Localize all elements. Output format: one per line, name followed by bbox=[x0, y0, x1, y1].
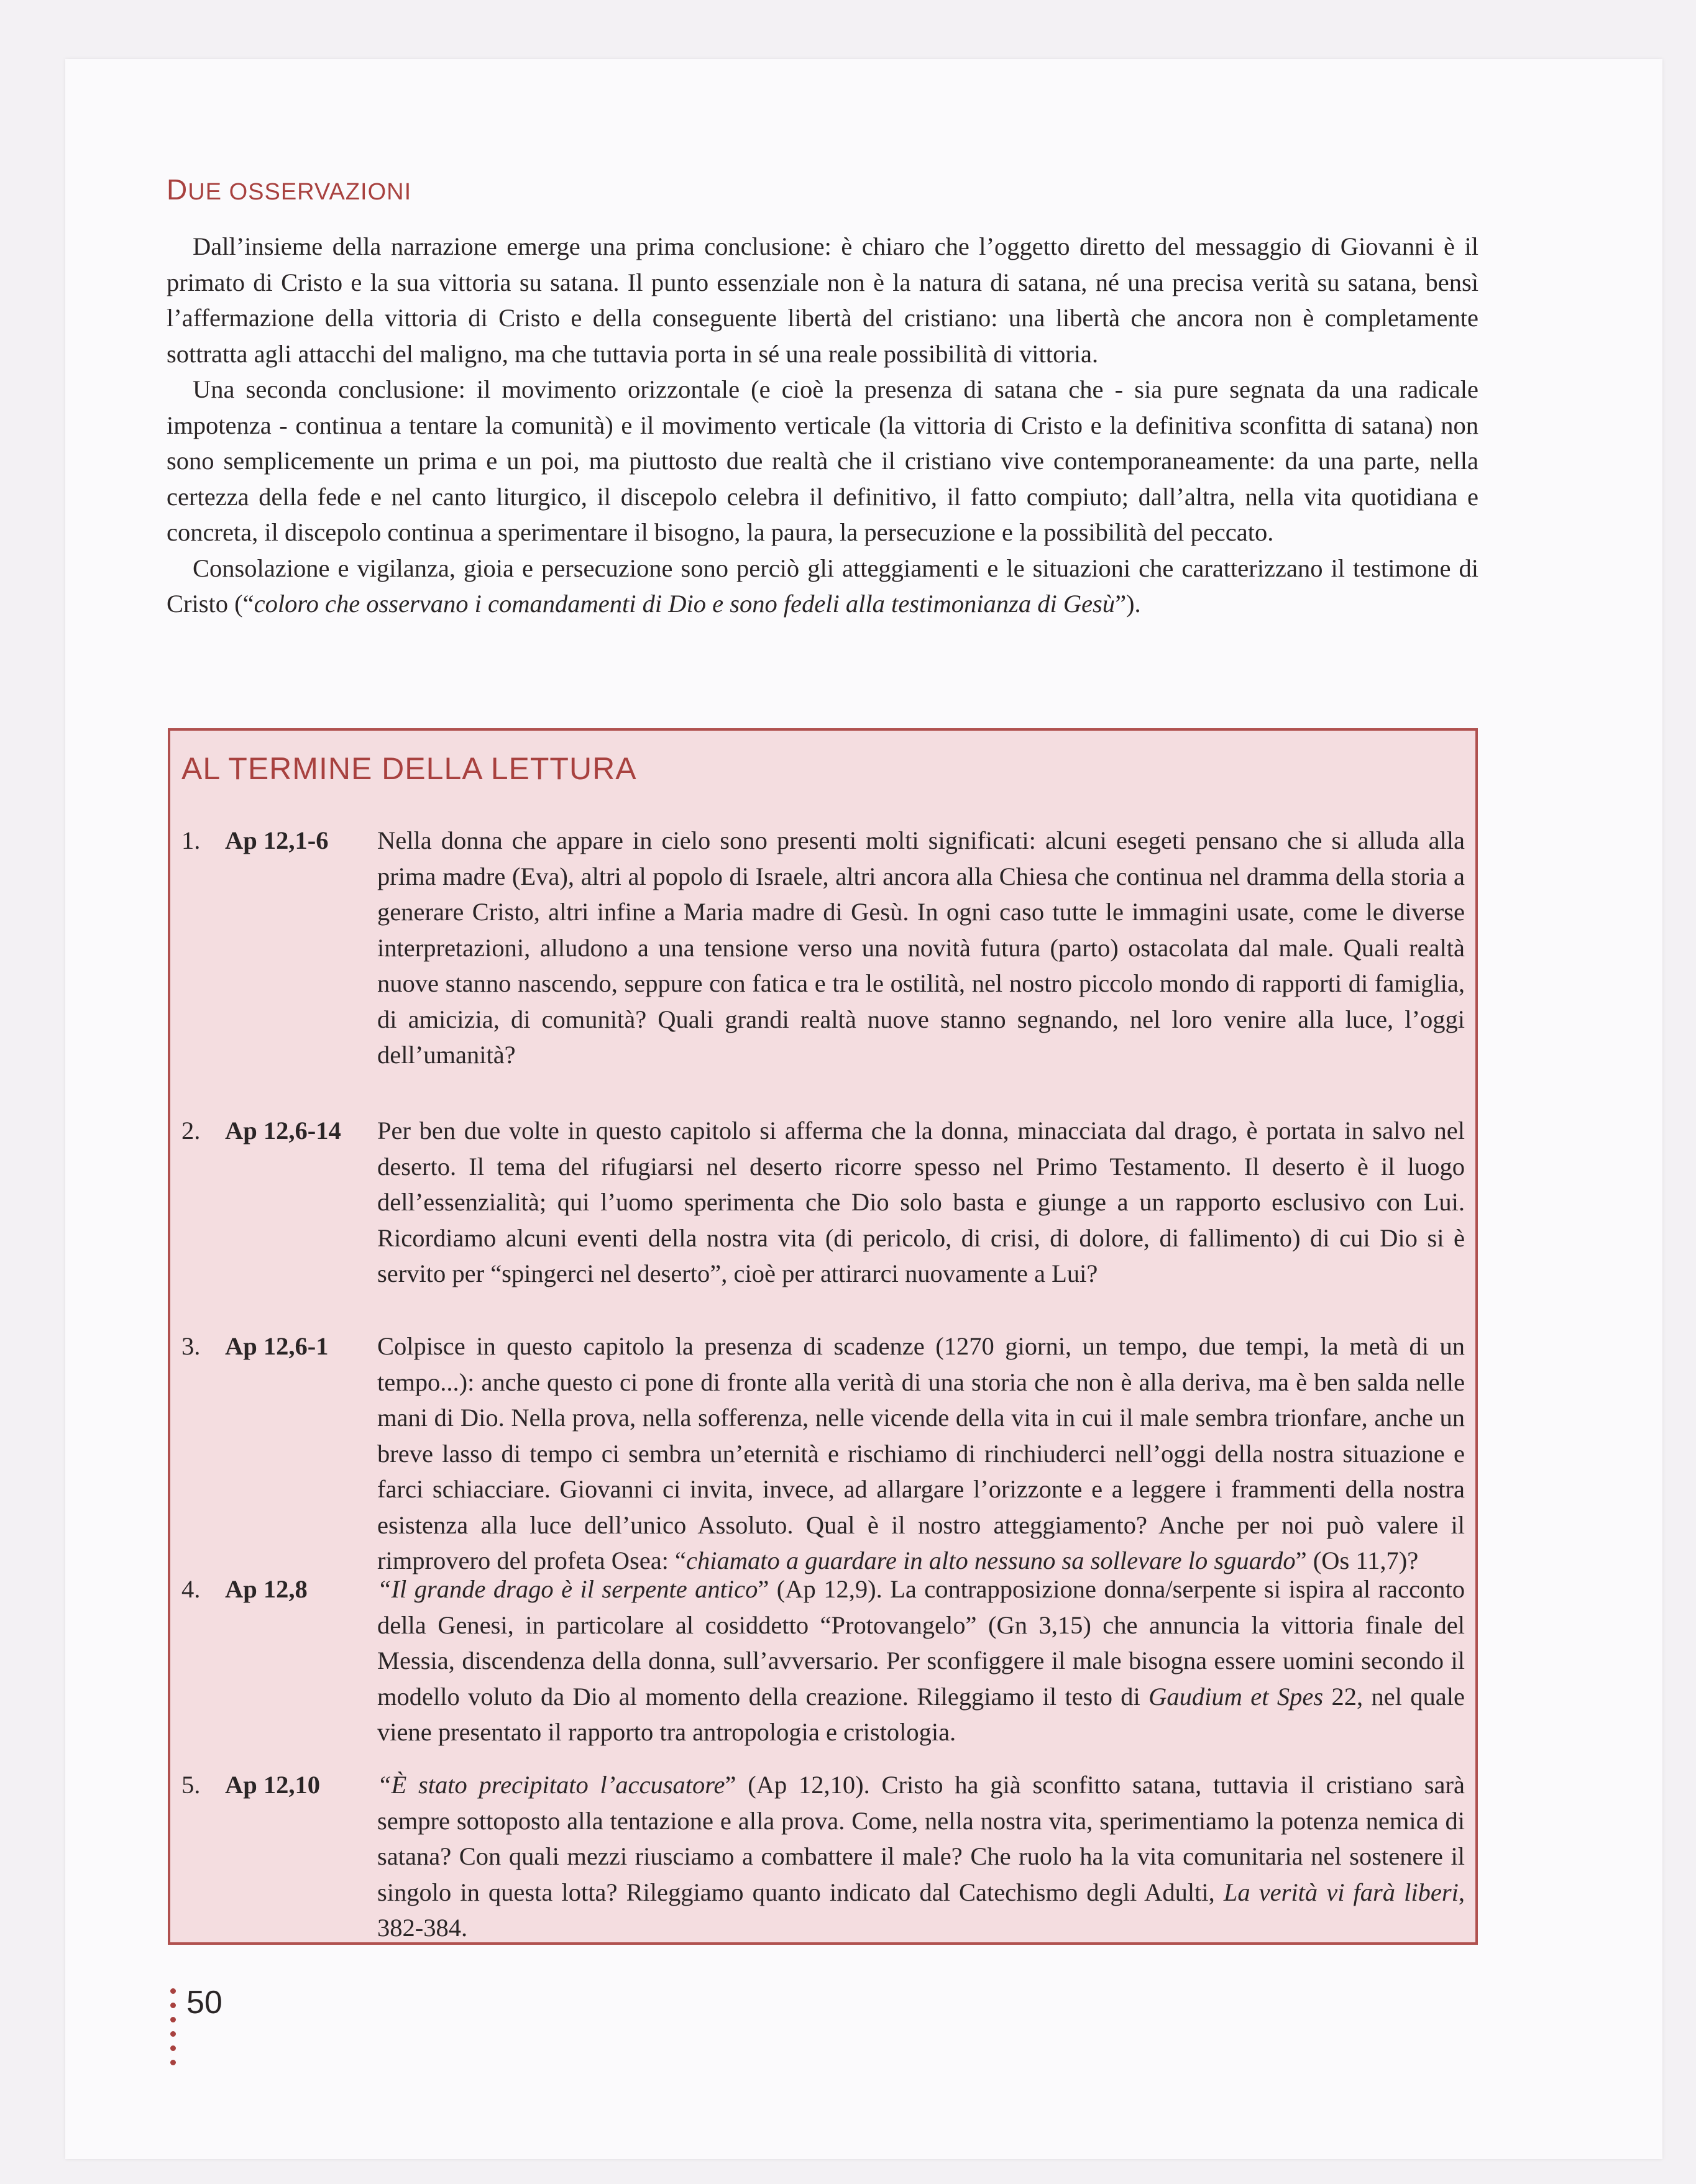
item-reference: Ap 12,6-1 bbox=[225, 1332, 329, 1360]
item-text: Nella donna che appare in cielo sono presenti molti significati: alcuni esegeti pensano che si alluda alla prima madre (Eva), altri al popolo di Israele, altri ancora alla Chiesa che continua nel dramma della storia a generare Cristo, altri infine a Maria madre di Gesù. In ogni caso tutte le immagini usate, come le diverse interpretazioni, alludono a una tensione verso una novità futura (parto) ostacolata dal male. Quali realtà nuove stanno nascendo, seppure con fatica e tra le ostilità, nel nostro piccolo mondo di rapporti di famiglia, di amicizia, di comunità? Quali grandi realtà nuove stanno segnando, nel loro venire alla luce, l’oggi dell’umanità? bbox=[377, 826, 1465, 1069]
item-text bbox=[377, 1767, 1465, 1946]
intro-paragraph-2: Una seconda conclusione: il movimento orizzontale (e cioè la presenza di satana che - sia pure segnata da una radicale impotenza - continua a tentare la comunità) e il movimento verticale (la vittoria di Cristo e la definitiva sconfitta di satana) non sono semplicemente un prima e un poi, ma piuttosto due realtà che il cristiano vive contemporaneamente: da una parte, nella certezza della fede e nel canto liturgico, il discepolo celebra il definitivo, il fatto compiuto; dall’altra, nella vita quotidiana e concreta, il discepolo continua a sperimentare il bisogno, la paura, la persecuzione e la possibilità del peccato. bbox=[167, 375, 1478, 546]
item-text-quote-start: “Il grande drago è il serpente antico bbox=[377, 1575, 758, 1603]
list-item bbox=[181, 1767, 1465, 1946]
item-text-quote: chiamato a guardare in alto nessuno sa sollevare lo sguardo bbox=[686, 1547, 1296, 1574]
item-text-body: ” (Ap 12,10). Cristo ha già sconfitto satana, tuttavia il cristiano sarà sempre sottoposto alla tentazione e alla prova. Come, nella nostra vita, sperimentiamo la potenza nemica di satana? Con quali mezzi riusciamo a combattere il male? Che ruolo ha la vita comunitaria nel sostenere il singolo in questa lotta? Rileggiamo quanto indicato dal Catechismo degli Adulti, bbox=[377, 1771, 1465, 1906]
item-reference: Ap 12,10 bbox=[225, 1771, 321, 1799]
item-number: 5. bbox=[181, 1771, 201, 1799]
intro-p3-start: Consolazione e vigilanza, gioia e persecuzione sono perciò gli atteggiamenti e le situazioni che caratterizzano il testimone di Cristo (“ bbox=[167, 554, 1478, 618]
intro-text bbox=[167, 229, 1478, 622]
item-text-title: Gaudium et Spes bbox=[1148, 1682, 1324, 1711]
item-number: 3. bbox=[181, 1332, 201, 1360]
item-text bbox=[377, 1328, 1465, 1579]
item-text bbox=[377, 1571, 1465, 1750]
page-number: 50 bbox=[186, 1985, 222, 2021]
item-text-body: ” (Ap 12,9). La contrapposizione donna/serpente si ispira al racconto della Genesi, in particolare al cosiddetto “Protovangelo” (Gn 3,15) che annuncia la vittoria finale del Messia, discendenza della donna, sull’avversario. Per sconfiggere il male bisogna essere uomini secondo il modello voluto da Dio al momento della creazione. Rileggiamo il testo di bbox=[377, 1575, 1465, 1711]
item-text-title: La verità vi farà liberi bbox=[1223, 1878, 1459, 1906]
item-text-end: 22, nel quale viene presentato il rapporto tra antropologia e cristologia. bbox=[377, 1682, 1465, 1746]
list-item bbox=[181, 1328, 1465, 1579]
list-item bbox=[181, 1113, 1465, 1292]
box-title: AL TERMINE DELLA LETTURA bbox=[181, 751, 637, 786]
item-text: Per ben due volte in questo capitolo si afferma che la donna, minacciata dal drago, è portata in salvo nel deserto. Il tema del rifugiarsi nel deserto ricorre spesso nel Primo Testamento. Il deserto è il luogo dell’essenzialità; qui l’uomo sperimenta che Dio solo basta e giunge a un rapporto esclusivo con Lui. Ricordiamo alcuni eventi della nostra vita (di pericolo, di crisi, di dolore, di fallimento) di cui Dio si è servito per “spingerci nel deserto”, cioè per attirarci nuovamente a Lui? bbox=[377, 1117, 1465, 1287]
section-title bbox=[167, 173, 411, 206]
item-reference: Ap 12,8 bbox=[225, 1575, 308, 1603]
decorative-dots-icon bbox=[170, 1988, 178, 2074]
item-number: 1. bbox=[181, 826, 201, 854]
reading-box bbox=[168, 728, 1478, 1945]
item-text-end: , 382-384. bbox=[377, 1878, 1465, 1942]
item-text-body: Colpisce in questo capitolo la presenza di scadenze (1270 giorni, un tempo, due tempi, la metà di un tempo...): anche questo ci pone di fronte alla verità di una storia che non è alla deriva, ma è ben salda nelle mani di Dio. Nella prova, nella sofferenza, nelle vicende della vita in cui il male sembra trionfare, anche un breve lasso di tempo ci sembra un’eternità e rischiamo di rinchiuderci nell’oggi della nostra situazione e farci schiacciare. Giovanni ci invita, invece, ad allargare l’orizzonte e a leggere i frammenti della nostra esistenza alla luce dell’unico Assoluto. Qual è il nostro atteggiamento? Anche per noi può valere il rimprovero del profeta Osea: “ bbox=[377, 1332, 1465, 1574]
list-item bbox=[181, 1571, 1465, 1750]
item-text-end: ” (Os 11,7)? bbox=[1295, 1547, 1419, 1574]
list-item bbox=[181, 823, 1465, 1073]
section-title-initial: D bbox=[167, 173, 188, 206]
intro-paragraph-3 bbox=[167, 551, 1478, 622]
item-number: 2. bbox=[181, 1117, 201, 1145]
intro-p3-end: ”). bbox=[1115, 590, 1141, 618]
item-number: 4. bbox=[181, 1575, 201, 1603]
item-reference: Ap 12,6-14 bbox=[225, 1117, 341, 1145]
item-text-quote-start: “È stato precipitato l’accusatore bbox=[377, 1771, 725, 1799]
intro-p3-quote: coloro che osservano i comandamenti di Dio e sono fedeli alla testimonianza di Gesù bbox=[254, 590, 1116, 618]
item-reference: Ap 12,1-6 bbox=[225, 826, 329, 854]
section-title-rest: UE OSSERVAZIONI bbox=[188, 179, 412, 205]
intro-paragraph-1: Dall’insieme della narrazione emerge una prima conclusione: è chiaro che l’oggetto diretto del messaggio di Giovanni è il primato di Cristo e la sua vittoria su satana. Il punto essenziale non è la natura di satana, né una precisa verità su satana, bensì l’affermazione della vittoria di Cristo e della conseguente libertà del cristiano: una libertà che ancora non è completamente sottratta agli attacchi del maligno, ma che tuttavia porta in sé una reale possibilità di vittoria. bbox=[167, 232, 1478, 368]
